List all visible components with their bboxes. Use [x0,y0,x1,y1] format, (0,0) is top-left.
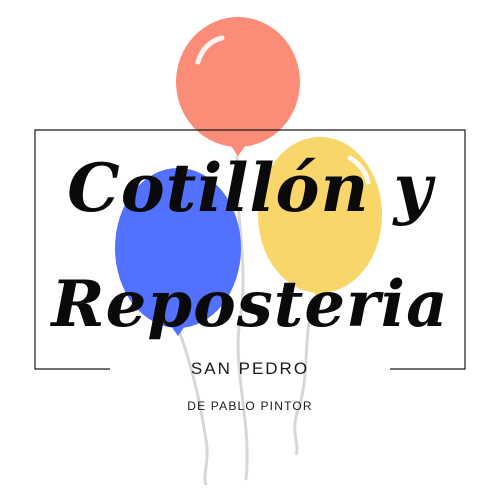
logo-title-line-2: Reposteria [51,267,449,342]
logo-subtitle: SAN PEDRO [190,359,310,378]
logo-title-line-1: Cotillón y [67,149,433,227]
balloon-red [176,17,300,147]
logo-byline: DE PABLO PINTOR [187,399,313,413]
